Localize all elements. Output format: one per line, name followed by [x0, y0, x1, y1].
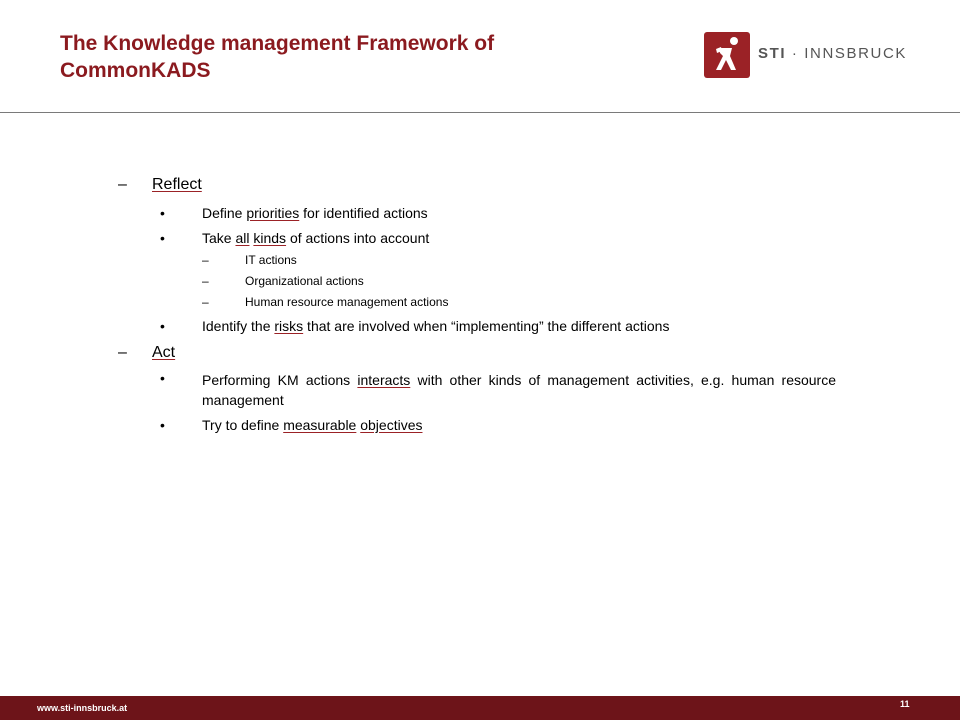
underlined-term: risks	[274, 318, 304, 334]
logo-wordmark-rest: · INNSBRUCK	[786, 45, 908, 62]
underlined-term: kinds	[253, 230, 287, 246]
bullet-marker: •	[160, 318, 165, 334]
sub-list-item	[202, 295, 449, 309]
underlined-term: priorities	[246, 205, 300, 221]
list-item	[160, 370, 836, 408]
sub-list-item	[202, 274, 364, 288]
bullet-marker: •	[160, 205, 165, 221]
list-item	[160, 417, 423, 433]
dash-marker: –	[118, 344, 127, 361]
underlined-term: interacts	[357, 372, 411, 388]
outline-item-act	[118, 344, 176, 362]
bullet-text: Define	[202, 205, 247, 221]
bullet-text: Take	[202, 230, 236, 246]
list-item	[160, 318, 670, 334]
reflect-heading: Reflect	[152, 176, 202, 193]
list-item	[160, 205, 428, 221]
bullet-text: Performing KM actions	[202, 372, 358, 388]
slide-title-line2: CommonKADS	[60, 59, 211, 82]
list-item	[160, 230, 430, 246]
bullet-marker: •	[160, 370, 165, 386]
dash-marker: –	[202, 274, 209, 288]
bullet-text: of actions into account	[286, 230, 430, 246]
underlined-term: objectives	[360, 417, 423, 433]
bullet-text: that are involved when “implementing” the different actions	[303, 318, 670, 334]
page-number: 11	[900, 699, 910, 709]
sub-item-text: IT actions	[245, 253, 297, 267]
bullet-text: for identified actions	[299, 205, 428, 221]
bullet-marker: •	[160, 230, 165, 246]
logo-wordmark-bold: STI	[758, 45, 787, 62]
sub-item-text: Human resource management actions	[245, 295, 449, 309]
slide-title-line1: The Knowledge management Framework of	[60, 32, 495, 55]
sub-list-item	[202, 253, 297, 267]
outline-item-reflect	[118, 176, 202, 194]
bullet-text: with other kinds of management activities, e.g. human resource management	[202, 372, 836, 408]
footer-url[interactable]: www.sti-innsbruck.at	[37, 703, 128, 713]
dash-marker: –	[202, 253, 209, 267]
dash-marker: –	[202, 295, 209, 309]
bullet-text: Try to define	[202, 417, 284, 433]
underlined-term: all	[235, 230, 250, 246]
bullet-marker: •	[160, 417, 165, 433]
bullet-text: Identify the	[202, 318, 275, 334]
dash-marker: –	[118, 176, 127, 193]
underlined-term: measurable	[283, 417, 357, 433]
act-heading: Act	[152, 344, 176, 361]
sub-item-text: Organizational actions	[245, 274, 364, 288]
footer-bar	[0, 696, 960, 720]
